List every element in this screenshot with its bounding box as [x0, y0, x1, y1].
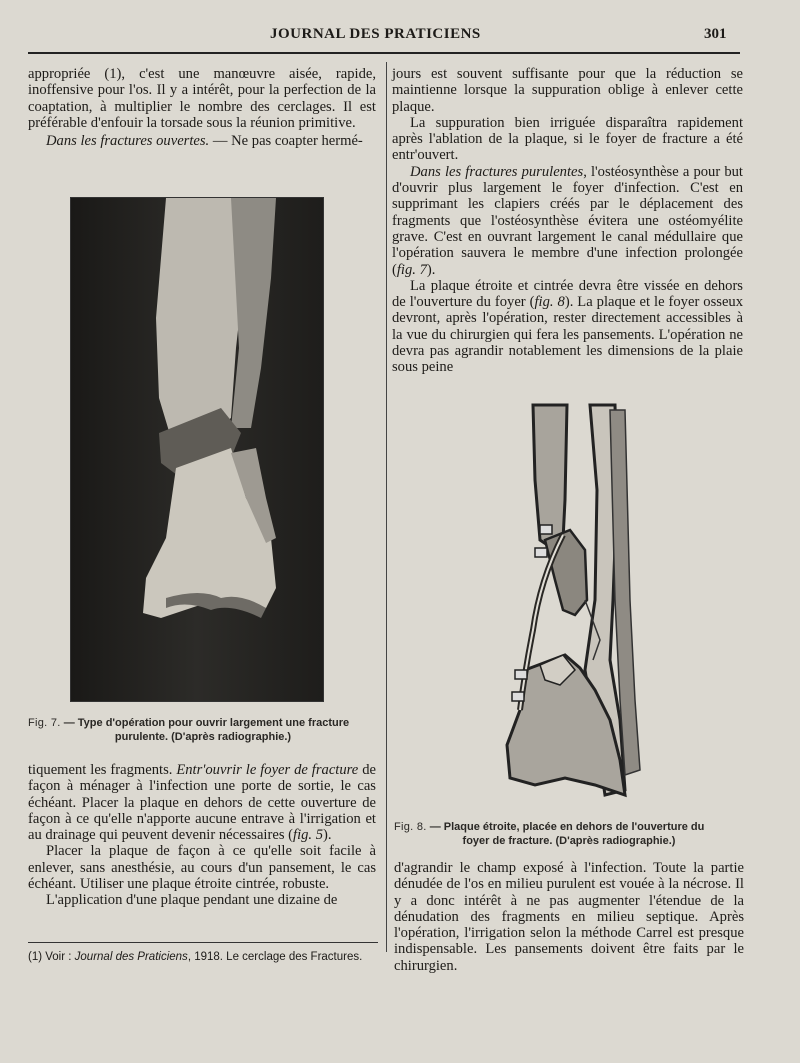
paragraph: La plaque étroite et cintrée devra être vissée en dehors de l'ouverture du foyer (fig. 8). La plaque et le foyer osseux devront, après l'opération, rester directement accessibles à la vue du chirurgien qui fera les pansements. L'opération ne devra pas agrandir notablement les dimensions de la plaie sous peine: [392, 277, 744, 376]
section-heading-ouvertes: Dans les fractures ouvertes.: [46, 133, 210, 150]
figure-7-caption: Fig. 7. — Type d'opération pour ouvrir largement une fracture purulente. (D'après radiographie.): [28, 717, 350, 743]
figure-reference: fig. 7: [396, 261, 427, 278]
header-rule: [28, 52, 740, 54]
figure-8-label: Fig. 8.: [394, 821, 427, 833]
figure-reference: fig. 8: [534, 294, 565, 311]
paragraph: Placer la plaque de façon à ce qu'elle soit facile à enlever, sans anesthésie, au cours d'un pansement, le cas échéant. Utiliser une plaque étroite cintrée, robuste.: [28, 843, 376, 893]
paragraph: tiquement les fragments. Entr'ouvrir le foyer de fracture de façon à ménager à l'infection une porte de sortie, le cas échéant. Placer la plaque en dehors de cette ouverture de façon à ce qu'elle n'apporte aucune entrave à l'irrigation et au drainage qui peuvent devenir nécessaires (fig. 5).: [28, 762, 376, 844]
column-divider: [386, 62, 387, 952]
right-column-bottom-text: [394, 860, 744, 974]
footnote: (1) Voir : Journal des Praticiens, 1918. Le cerclage des Fractures.: [28, 951, 363, 963]
paragraph: appropriée (1), c'est une manœuvre aisée, rapide, inoffensive pour l'os. Il y a intérêt, pour la perfection de la coaptation, à multiplier le nombre des cerclages. Il est préférable d'enfouir la torsade sous la réunion primitive.: [28, 66, 376, 131]
paragraph: Dans les fractures ouvertes. — Ne pas coapter hermé-: [46, 133, 363, 150]
left-column-top-text: [28, 66, 376, 149]
journal-title: JOURNAL DES PRATICIENS: [270, 26, 481, 42]
radiograph-image: [71, 198, 323, 701]
paragraph: La suppuration bien irriguée disparaîtra rapidement après l'ablation de la plaque, si le foyer de fracture a été entr'ouvert.: [392, 114, 743, 164]
plate-drawing: [485, 400, 685, 810]
figure-7-radiograph: [70, 197, 324, 702]
right-column-top-text: [392, 66, 743, 376]
left-column-bottom-text: [28, 762, 376, 909]
page-number: 301: [704, 26, 727, 42]
paragraph: L'application d'une plaque pendant une dizaine de: [46, 892, 338, 909]
footnote-rule: [28, 942, 378, 943]
paragraph: d'agrandir le champ exposé à l'infection. Toute la partie dénudée de l'os en milieu purulent est vouée à la nécrose. Il y a donc intérêt à ne pas augmenter l'étendue de la dénudation des fragments en milieu septique. Après l'opération, l'irrigation selon la méthode Carrel est presque indispensable. Les pansements doivent être faits par le chirurgien.: [394, 860, 744, 974]
section-heading-purulentes: Dans les fractures purulentes: [410, 163, 584, 180]
paragraph: jours est souvent suffisante pour que la réduction se maintienne lorsque la suppuration oblige à enlever cette plaque.: [392, 66, 743, 115]
figure-reference: fig. 5: [293, 827, 324, 844]
figure-8-drawing: [485, 400, 685, 810]
figure-7-label: Fig. 7.: [28, 717, 61, 729]
paragraph: Dans les fractures purulentes, l'ostéosynthèse a pour but d'ouvrir plus largement le foyer d'infection. C'est en supprimant les clapiers créés par le déplacement des fragments que l'ostéosynthèse évitera une ostéomyélite grave. C'est en ouvrant largement le canal médullaire que l'opération sauvera le membre d'une infection prolongée (fig. 7).: [392, 163, 743, 278]
figure-8-caption: Fig. 8. — Plaque étroite, placée en dehors de l'ouverture du foyer de fracture. (D'après radiographie.): [394, 821, 705, 847]
